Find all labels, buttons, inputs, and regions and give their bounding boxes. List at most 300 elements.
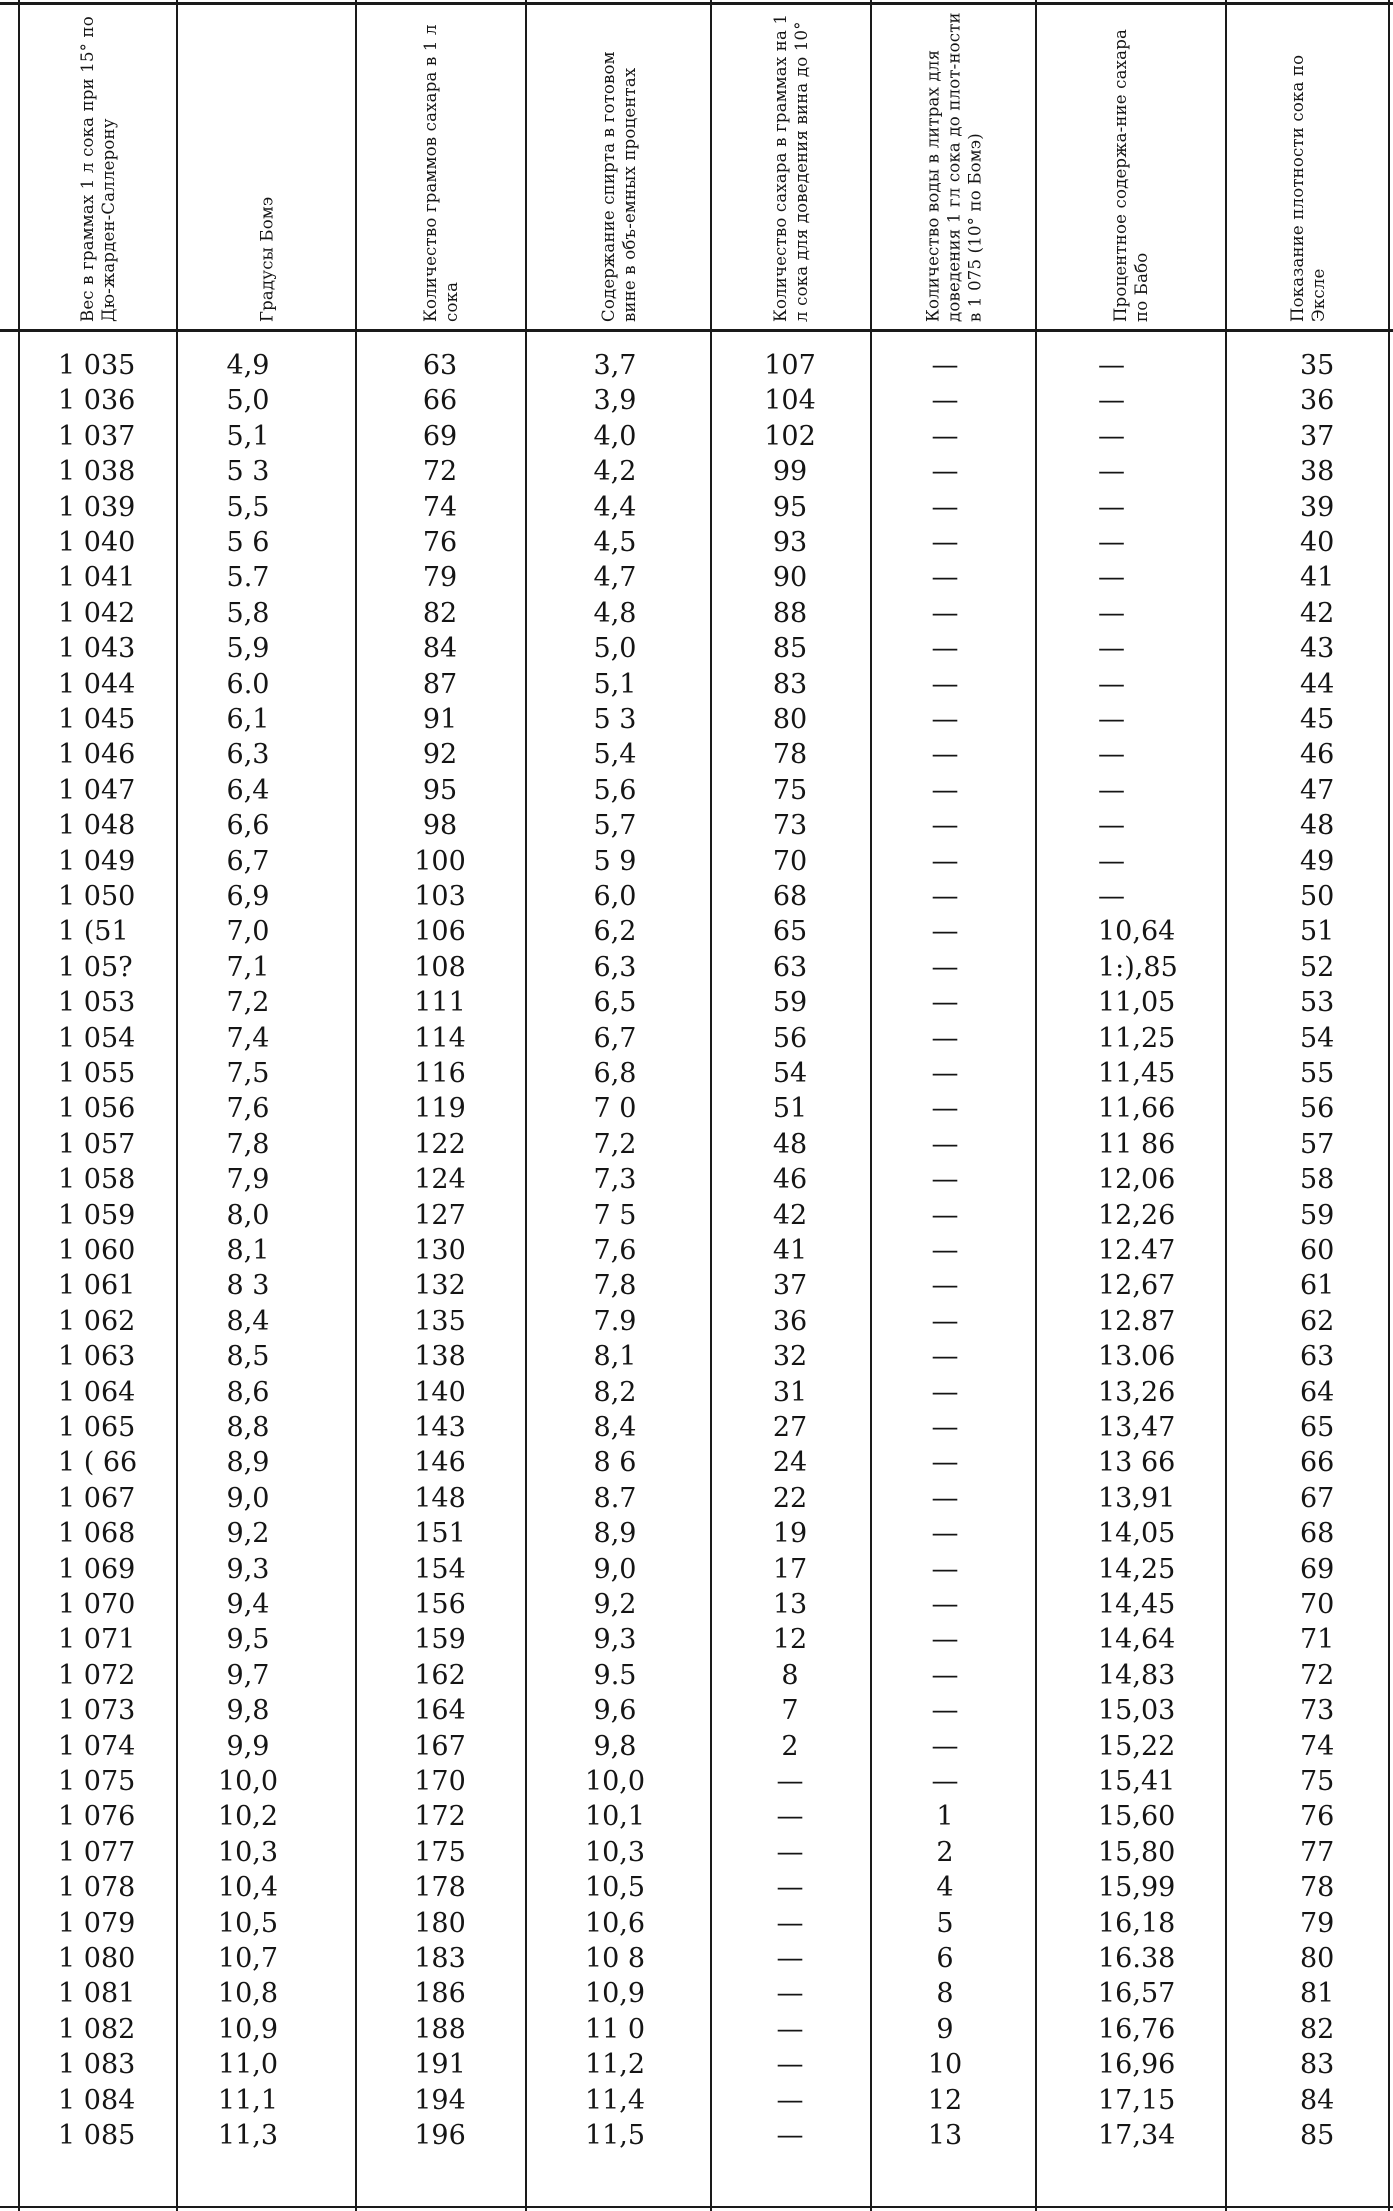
water-cell: — [931, 1482, 959, 1514]
baume-cell: 6,9 [226, 881, 270, 912]
water-cell: — [931, 1730, 959, 1762]
sugar-grams-cell: 188 [414, 2013, 466, 2045]
alcohol-cell: 8.7 [593, 1482, 637, 1514]
sugar-grams-cell: 151 [414, 1518, 466, 1550]
water-cell: — [931, 668, 959, 700]
babo-cell: — [1098, 739, 1125, 771]
water-cell: — [931, 597, 959, 629]
babo-cell: 13.06 [1098, 1341, 1176, 1373]
alcohol-cell: 4,7 [593, 562, 637, 594]
table-row [0, 702, 1393, 737]
alcohol-cell: 4,5 [593, 527, 637, 558]
oechsle-cell: 80 [1300, 1943, 1335, 1974]
sugar-addition-cell: 7 [781, 1695, 799, 1727]
alcohol-cell: 10 8 [584, 1943, 646, 1974]
baume-cell: 9,5 [226, 1624, 270, 1656]
sugar-addition-cell: 83 [772, 668, 808, 700]
header-cell-alcohol [527, 8, 710, 326]
header-cell-sugar-addition [712, 8, 870, 326]
header-label: Количество граммов сахара в 1 л сока [421, 24, 461, 322]
header-label: Процентное содержа-ние сахара по Бабо [1111, 28, 1151, 322]
water-cell: — [931, 1199, 959, 1231]
header-label: Градусы Бомэ [257, 196, 276, 322]
table-row [0, 383, 1393, 418]
sugar-addition-cell: — [776, 1872, 804, 1904]
alcohol-cell: 10,1 [584, 1801, 646, 1833]
baume-cell: 7,0 [226, 916, 270, 948]
oechsle-cell: 73 [1300, 1695, 1335, 1727]
sugar-addition-cell: 99 [772, 456, 808, 488]
water-cell: — [931, 951, 959, 983]
water-cell: 12 [927, 2084, 963, 2116]
alcohol-cell: 5,7 [593, 810, 637, 842]
table-row [0, 596, 1393, 631]
weight-cell: 1 049 [58, 845, 136, 877]
sugar-grams-cell: 140 [414, 1376, 466, 1408]
oechsle-cell: 84 [1300, 2084, 1335, 2116]
baume-cell: 6,6 [226, 810, 270, 842]
table-row [0, 1552, 1393, 1587]
table-row [0, 844, 1393, 879]
alcohol-cell: 6,3 [593, 951, 637, 983]
table-row [0, 1162, 1393, 1197]
oechsle-cell: 82 [1300, 2013, 1335, 2045]
weight-cell: 1 037 [58, 420, 136, 452]
oechsle-cell: 66 [1300, 1447, 1335, 1479]
babo-cell: — [1098, 668, 1125, 700]
table-row [0, 950, 1393, 985]
water-cell: — [931, 385, 959, 417]
babo-cell: 12.87 [1098, 1305, 1176, 1337]
alcohol-cell: 9,6 [593, 1695, 637, 1727]
baume-cell: 5.7 [226, 562, 270, 594]
babo-cell: 11,25 [1098, 1022, 1176, 1054]
weight-cell: 1 048 [58, 810, 136, 842]
weight-cell: 1 071 [58, 1624, 136, 1656]
water-cell: — [931, 1235, 959, 1266]
sugar-addition-cell: 46 [772, 1164, 808, 1196]
alcohol-cell: 10,0 [584, 1766, 646, 1797]
babo-cell: 11,05 [1098, 987, 1176, 1019]
alcohol-cell: 3,7 [593, 350, 637, 381]
weight-cell: 1 050 [58, 881, 136, 912]
sugar-grams-cell: 191 [414, 2049, 466, 2081]
weight-cell: 1 046 [58, 739, 136, 771]
baume-cell: 5 3 [226, 456, 270, 488]
alcohol-cell: 9.5 [593, 1659, 637, 1691]
weight-cell: 1 044 [58, 668, 136, 700]
weight-cell: 1 038 [58, 456, 136, 488]
weight-cell: 1 081 [58, 1978, 136, 2010]
sugar-grams-cell: 162 [414, 1659, 466, 1691]
sugar-addition-cell: 80 [772, 704, 808, 735]
table-row [0, 1976, 1393, 2011]
sugar-addition-cell: — [776, 2013, 804, 2045]
sugar-addition-cell: 51 [772, 1093, 808, 1125]
baume-cell: 9,7 [226, 1659, 270, 1691]
babo-cell: 13,91 [1098, 1482, 1176, 1514]
baume-cell: 7,9 [226, 1164, 270, 1196]
alcohol-cell: 5,1 [593, 668, 637, 700]
table-row [0, 667, 1393, 702]
sugar-addition-cell: — [776, 1836, 804, 1868]
water-cell: — [931, 1624, 959, 1656]
weight-cell: 1 055 [58, 1058, 136, 1089]
oechsle-cell: 64 [1300, 1376, 1335, 1408]
sugar-grams-cell: 91 [422, 704, 458, 735]
weight-cell: 1 05? [58, 951, 133, 983]
sugar-grams-cell: 196 [414, 2120, 466, 2151]
water-cell: — [931, 1447, 959, 1479]
alcohol-cell: 11,4 [584, 2084, 646, 2116]
babo-cell: 11,45 [1098, 1058, 1176, 1089]
weight-cell: 1 060 [58, 1235, 136, 1266]
babo-cell: 12,06 [1098, 1164, 1176, 1196]
header-cell-babo [1037, 8, 1225, 326]
sugar-addition-cell: — [776, 1943, 804, 1974]
sugar-addition-cell: 42 [772, 1199, 808, 1231]
alcohol-cell: 7 0 [593, 1093, 637, 1125]
table-row [0, 1658, 1393, 1693]
header-cell-weight [20, 8, 176, 326]
alcohol-cell: 4,2 [593, 456, 637, 488]
baume-cell: 10,8 [217, 1978, 279, 2010]
baume-cell: 6,7 [226, 845, 270, 877]
water-cell: — [931, 881, 959, 912]
sugar-grams-cell: 180 [414, 1907, 466, 1939]
sugar-addition-cell: 75 [772, 774, 808, 806]
sugar-grams-cell: 135 [414, 1305, 466, 1337]
baume-cell: 10,7 [217, 1943, 279, 1974]
weight-cell: 1 057 [58, 1128, 136, 1160]
baume-cell: 6.0 [226, 668, 270, 700]
table-row [0, 454, 1393, 489]
oechsle-cell: 79 [1300, 1907, 1335, 1939]
table-row [0, 2118, 1393, 2153]
babo-cell: 10,64 [1098, 916, 1176, 948]
water-cell: — [931, 1553, 959, 1585]
baume-cell: 7,4 [226, 1022, 270, 1054]
table-row [0, 737, 1393, 772]
sugar-grams-cell: 111 [414, 987, 466, 1019]
baume-cell: 6,3 [226, 739, 270, 771]
alcohol-cell: 8,9 [593, 1518, 637, 1550]
table-row [0, 1339, 1393, 1374]
alcohol-cell: 11,5 [584, 2120, 646, 2151]
sugar-grams-cell: 167 [414, 1730, 466, 1762]
sugar-addition-cell: — [776, 1766, 804, 1797]
babo-cell: 15,80 [1098, 1836, 1176, 1868]
babo-cell: — [1098, 881, 1125, 912]
weight-cell: 1 085 [58, 2120, 136, 2151]
sugar-addition-cell: 88 [772, 597, 808, 629]
baume-cell: 8,8 [226, 1412, 270, 1443]
header-label: Вес в граммах 1 л сока при 15° по Дю-жарден-Саллерону [78, 16, 118, 322]
oechsle-cell: 38 [1300, 456, 1335, 488]
sugar-addition-cell: — [776, 2049, 804, 2081]
babo-cell: 16,76 [1098, 2013, 1176, 2045]
babo-cell: 15,03 [1098, 1695, 1176, 1727]
weight-cell: 1 073 [58, 1695, 136, 1727]
sugar-grams-cell: 106 [414, 916, 466, 948]
baume-cell: 9,0 [226, 1482, 270, 1514]
babo-cell: — [1098, 845, 1125, 877]
alcohol-cell: 7,6 [593, 1235, 637, 1266]
babo-cell: 11,66 [1098, 1093, 1176, 1125]
babo-cell: 12,67 [1098, 1270, 1176, 1302]
table-row [0, 1056, 1393, 1091]
baume-cell: 8,5 [226, 1341, 270, 1373]
weight-cell: 1 059 [58, 1199, 136, 1231]
baume-cell: 8,0 [226, 1199, 270, 1231]
oechsle-cell: 48 [1300, 810, 1335, 842]
babo-cell: 16,96 [1098, 2049, 1176, 2081]
babo-cell: — [1098, 527, 1125, 558]
sugar-addition-cell: 12 [772, 1624, 808, 1656]
alcohol-cell: 9,8 [593, 1730, 637, 1762]
alcohol-cell: 10,3 [584, 1836, 646, 1868]
oechsle-cell: 59 [1300, 1199, 1335, 1231]
water-cell: — [931, 562, 959, 594]
sugar-grams-cell: 66 [422, 385, 458, 417]
weight-cell: 1 070 [58, 1589, 136, 1620]
alcohol-cell: 5,4 [593, 739, 637, 771]
oechsle-cell: 61 [1300, 1270, 1335, 1302]
babo-cell: 12.47 [1098, 1235, 1176, 1266]
weight-cell: 1 079 [58, 1907, 136, 1939]
water-cell: — [931, 1128, 959, 1160]
weight-cell: 1 083 [58, 2049, 136, 2081]
table-row [0, 560, 1393, 595]
sugar-addition-cell: 59 [772, 987, 808, 1019]
baume-cell: 6,1 [226, 704, 270, 735]
babo-cell: 16,57 [1098, 1978, 1176, 2010]
water-cell: — [931, 1341, 959, 1373]
oechsle-cell: 49 [1300, 845, 1335, 877]
weight-cell: 1 056 [58, 1093, 136, 1125]
water-cell: — [931, 1058, 959, 1089]
babo-cell: 14,83 [1098, 1659, 1176, 1691]
header-label: Количество сахара в граммах на 1 л сока для доведения вина до 10° [771, 13, 811, 322]
oechsle-cell: 45 [1300, 704, 1335, 735]
sugar-addition-cell: 13 [772, 1589, 808, 1620]
water-cell: 2 [936, 1836, 954, 1868]
alcohol-cell: 6,5 [593, 987, 637, 1019]
alcohol-cell: 6,2 [593, 916, 637, 948]
sugar-grams-cell: 132 [414, 1270, 466, 1302]
weight-cell: 1 069 [58, 1553, 136, 1585]
babo-cell: — [1098, 420, 1125, 452]
oechsle-cell: 65 [1300, 1412, 1335, 1443]
weight-cell: 1 084 [58, 2084, 136, 2116]
oechsle-cell: 56 [1300, 1093, 1335, 1125]
weight-cell: 1 043 [58, 633, 136, 665]
weight-cell: 1 045 [58, 704, 136, 735]
babo-cell: 17,34 [1098, 2120, 1176, 2151]
baume-cell: 4,9 [226, 350, 270, 381]
oechsle-cell: 78 [1300, 1872, 1335, 1904]
water-cell: — [931, 420, 959, 452]
alcohol-cell: 6,8 [593, 1058, 637, 1089]
sugar-addition-cell: 41 [772, 1235, 808, 1266]
sugar-grams-cell: 95 [422, 774, 458, 806]
sugar-addition-cell: 90 [772, 562, 808, 594]
sugar-addition-cell: 107 [764, 350, 816, 381]
sugar-grams-cell: 103 [414, 881, 466, 912]
water-cell: — [931, 1376, 959, 1408]
baume-cell: 9,9 [226, 1730, 270, 1762]
weight-cell: 1 036 [58, 385, 136, 417]
babo-cell: 13 66 [1098, 1447, 1176, 1479]
sugar-addition-cell: 85 [772, 633, 808, 665]
table-row [0, 773, 1393, 808]
table-row [0, 419, 1393, 454]
weight-cell: 1 047 [58, 774, 136, 806]
water-cell: 8 [936, 1978, 954, 2010]
oechsle-cell: 55 [1300, 1058, 1335, 1089]
table-row [0, 1091, 1393, 1126]
sugar-grams-cell: 175 [414, 1836, 466, 1868]
baume-cell: 7,6 [226, 1093, 270, 1125]
table-row [0, 2047, 1393, 2082]
weight-cell: 1 054 [58, 1022, 136, 1054]
water-cell: 13 [927, 2120, 963, 2151]
weight-cell: 1 041 [58, 562, 136, 594]
oechsle-cell: 42 [1300, 597, 1335, 629]
sugar-addition-cell: 19 [772, 1518, 808, 1550]
water-cell: 5 [936, 1907, 954, 1939]
sugar-grams-cell: 186 [414, 1978, 466, 2010]
water-cell: — [931, 1270, 959, 1302]
sugar-addition-cell: — [776, 1907, 804, 1939]
water-cell: — [931, 1305, 959, 1337]
table-row [0, 1835, 1393, 1870]
table-row [0, 1516, 1393, 1551]
baume-cell: 8,1 [226, 1235, 270, 1266]
water-cell: — [931, 1164, 959, 1196]
table-row [0, 1198, 1393, 1233]
baume-cell: 6,4 [226, 774, 270, 806]
sugar-grams-cell: 119 [414, 1093, 466, 1125]
sugar-grams-cell: 69 [422, 420, 458, 452]
babo-cell: 15,41 [1098, 1766, 1176, 1797]
oechsle-cell: 41 [1300, 562, 1335, 594]
water-cell: — [931, 456, 959, 488]
baume-cell: 9,3 [226, 1553, 270, 1585]
table-row [0, 985, 1393, 1020]
baume-cell: 5,0 [226, 385, 270, 417]
water-cell: — [931, 704, 959, 735]
table-row [0, 1304, 1393, 1339]
table-row [0, 2083, 1393, 2118]
table-row [0, 1233, 1393, 1268]
table-row [0, 525, 1393, 560]
babo-cell: — [1098, 704, 1125, 735]
baume-cell: 7,5 [226, 1058, 270, 1089]
baume-cell: 8,9 [226, 1447, 270, 1479]
water-cell: 9 [936, 2013, 954, 2045]
oechsle-cell: 39 [1300, 491, 1335, 523]
baume-cell: 8,6 [226, 1376, 270, 1408]
table-row [0, 1375, 1393, 1410]
sugar-addition-cell: — [776, 2084, 804, 2116]
sugar-grams-cell: 172 [414, 1801, 466, 1833]
babo-cell: 16,18 [1098, 1907, 1176, 1939]
weight-cell: 1 062 [58, 1305, 136, 1337]
alcohol-cell: 5,0 [593, 633, 637, 665]
weight-cell: 1 061 [58, 1270, 136, 1302]
water-cell: — [931, 810, 959, 842]
sugar-grams-cell: 122 [414, 1128, 466, 1160]
alcohol-cell: 11 0 [584, 2013, 646, 2045]
sugar-addition-cell: 102 [764, 420, 816, 452]
weight-cell: 1 065 [58, 1412, 136, 1443]
sugar-grams-cell: 82 [422, 597, 458, 629]
alcohol-cell: 8 6 [593, 1447, 637, 1479]
babo-cell: 12,26 [1098, 1199, 1176, 1231]
sugar-addition-cell: 27 [772, 1412, 808, 1443]
oechsle-cell: 43 [1300, 633, 1335, 665]
table-row [0, 1799, 1393, 1834]
sugar-grams-cell: 74 [422, 491, 458, 523]
alcohol-cell: 8,2 [593, 1376, 637, 1408]
oechsle-cell: 76 [1300, 1801, 1335, 1833]
weight-cell: 1 063 [58, 1341, 136, 1373]
weight-cell: 1 (51 [58, 916, 129, 948]
weight-cell: 1 067 [58, 1482, 136, 1514]
baume-cell: 11,1 [217, 2084, 279, 2116]
oechsle-cell: 46 [1300, 739, 1335, 771]
oechsle-cell: 35 [1300, 350, 1335, 381]
table-row [0, 1587, 1393, 1622]
oechsle-cell: 57 [1300, 1128, 1335, 1160]
oechsle-cell: 44 [1300, 668, 1335, 700]
sugar-grams-cell: 183 [414, 1943, 466, 1974]
table-top-rule [0, 2, 1393, 5]
alcohol-cell: 10,9 [584, 1978, 646, 2010]
table-row [0, 914, 1393, 949]
water-cell: — [931, 987, 959, 1019]
sugar-grams-cell: 108 [414, 951, 466, 983]
water-cell: — [931, 1022, 959, 1054]
baume-cell: 5,1 [226, 420, 270, 452]
alcohol-cell: 10,5 [584, 1872, 646, 1904]
babo-cell: — [1098, 562, 1125, 594]
header-cell-sugar-grams [357, 8, 525, 326]
sugar-addition-cell: 70 [772, 845, 808, 877]
header-label: Количество воды в литрах для доведения 1 гл сока до плот-ности в 1 075 (10° по Бомэ) [923, 12, 984, 322]
sugar-grams-cell: 138 [414, 1341, 466, 1373]
water-cell: — [931, 1093, 959, 1125]
weight-cell: 1 075 [58, 1766, 136, 1797]
oechsle-cell: 54 [1300, 1022, 1335, 1054]
sugar-grams-cell: 143 [414, 1412, 466, 1443]
weight-cell: 1 064 [58, 1376, 136, 1408]
alcohol-cell: 5 3 [593, 704, 637, 735]
table-row [0, 1729, 1393, 1764]
header-label: Содержание спирта в готовом вине в объ-емных процентах [598, 51, 639, 322]
water-cell: — [931, 1659, 959, 1691]
alcohol-cell: 10,6 [584, 1907, 646, 1939]
baume-cell: 10,5 [217, 1907, 279, 1939]
header-label: Показание плотности сока по Эксле [1287, 54, 1328, 322]
water-cell: — [931, 1589, 959, 1620]
baume-cell: 5 6 [226, 527, 270, 558]
oechsle-cell: 62 [1300, 1305, 1335, 1337]
sugar-grams-cell: 170 [414, 1766, 466, 1797]
sugar-grams-cell: 130 [414, 1235, 466, 1266]
oechsle-cell: 69 [1300, 1553, 1335, 1585]
